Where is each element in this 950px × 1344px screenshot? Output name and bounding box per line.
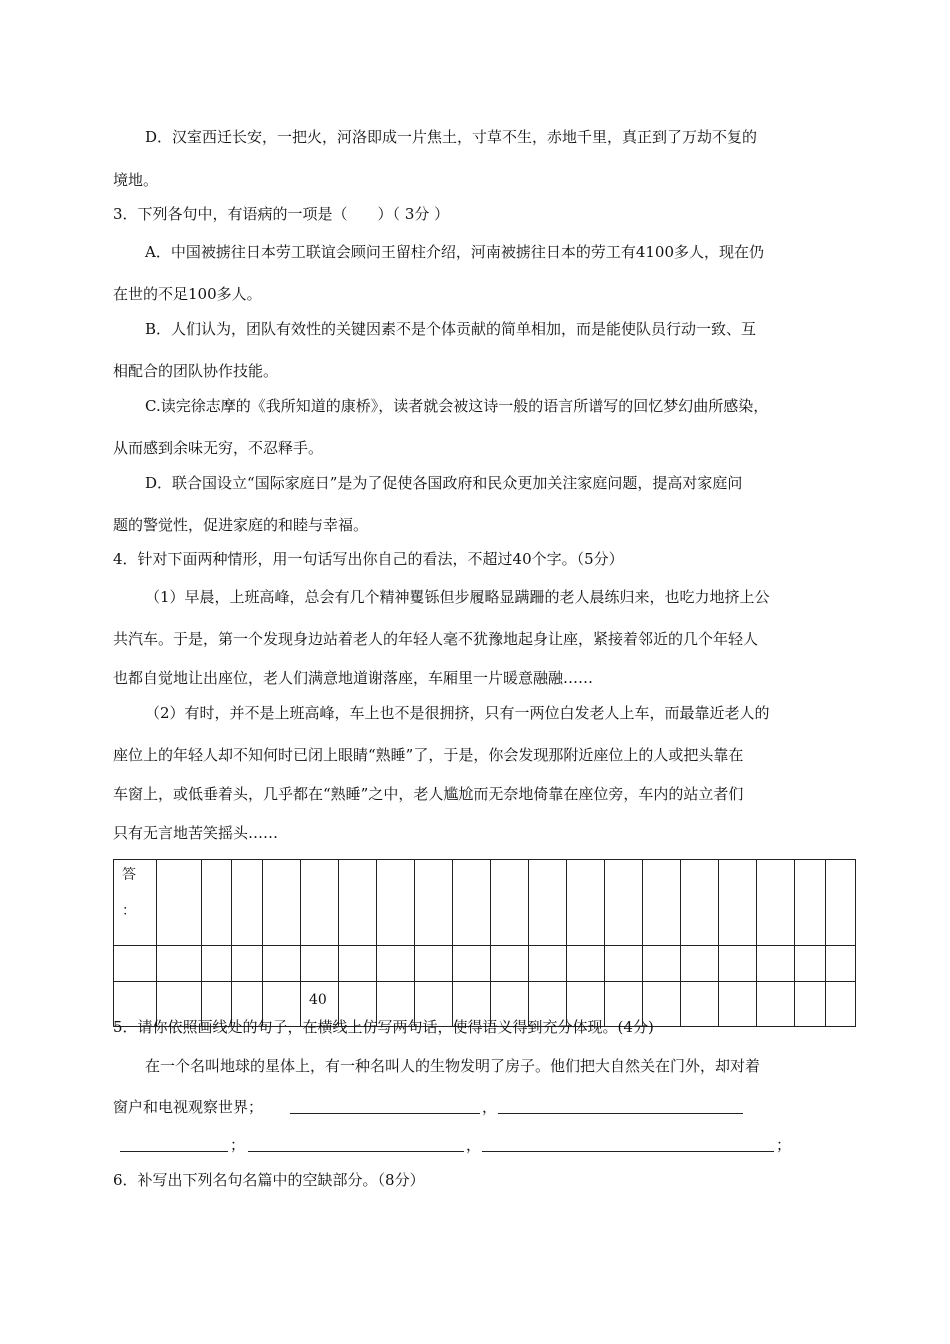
grid-cell[interactable] <box>114 946 157 982</box>
blank-line-4[interactable] <box>248 1151 464 1152</box>
q3-option-b-line2: 相配合的团队协作技能。 <box>113 362 279 380</box>
q4-scenario-2-line2: 座位上的年轻人却不知何时已闭上眼睛“熟睡”了，于是，你会发现那附近座位上的人或把头靠在 <box>113 746 744 764</box>
grid-cell[interactable] <box>529 946 567 982</box>
q4-scenario-2-line3: 车窗上，或低垂着头，几乎都在“熟睡”之中，老人尴尬而无奈地倚靠在座位旁，车内的站立者们 <box>113 785 744 803</box>
grid-cell[interactable] <box>719 982 757 1027</box>
grid-cell[interactable] <box>339 946 377 982</box>
q4-scenario-1-line3: 也都自觉地让出座位，老人们满意地道谢落座，车厢里一片暖意融融…… <box>113 669 594 687</box>
q3-option-c-line2: 从而感到余味无穷，不忍释手。 <box>113 439 324 457</box>
q3-option-a-line2: 在世的不足100多人。 <box>113 285 262 303</box>
grid-cell[interactable] <box>605 946 643 982</box>
q4-scenario-1-line2: 共汽车。于是，第一个发现身边站着老人的年轻人毫不犹豫地起身让座，紧接着邻近的几个年轻人 <box>113 630 759 648</box>
grid-cell[interactable] <box>757 860 795 946</box>
answer-colon: ： <box>122 903 136 919</box>
answer-grid <box>113 859 856 1027</box>
answer-grid-row <box>114 946 856 982</box>
grid-cell[interactable] <box>681 946 719 982</box>
grid-cell[interactable] <box>795 946 826 982</box>
grid-cell[interactable] <box>491 860 529 946</box>
grid-cell[interactable] <box>339 860 377 946</box>
q3-option-c-line1: C.读完徐志摩的《我所知道的康桥》，读者就会被这诗一般的语言所谱写的回忆梦幻曲所感染， <box>145 397 769 415</box>
grid-cell[interactable] <box>643 860 681 946</box>
grid-cell[interactable] <box>719 860 757 946</box>
grid-cell[interactable] <box>567 860 605 946</box>
grid-cell[interactable] <box>202 946 232 982</box>
comma-1: ， <box>482 1098 498 1116</box>
semicolon-1: ； <box>230 1136 246 1154</box>
q4-scenario-2-line1: （2）有时，并不是上班高峰，车上也不是很拥挤，只有一两位白发老人上车，而最靠近老人的 <box>145 704 770 722</box>
q2-option-d-line1: D．汉室西迁长安，一把火，河洛即成一片焦土，寸草不生，赤地千里，真正到了万劫不复的 <box>145 128 758 146</box>
blank-line-5[interactable] <box>482 1151 774 1152</box>
grid-cell[interactable] <box>232 860 263 946</box>
q3-option-a-line1: A．中国被掳往日本劳工联谊会顾问王留柱介绍，河南被掳往日本的劳工有4100多人，现在仍 <box>145 243 765 261</box>
question-4-stem: 4．针对下面两种情形，用一句话写出你自己的看法，不超过40个字。（5分） <box>113 550 624 568</box>
character-count-marker: 40 <box>301 982 339 1027</box>
grid-cell[interactable] <box>263 860 301 946</box>
blank-line-3[interactable] <box>120 1151 228 1152</box>
grid-cell[interactable] <box>795 982 826 1027</box>
grid-cell[interactable] <box>757 946 795 982</box>
grid-cell[interactable] <box>377 946 415 982</box>
grid-cell[interactable] <box>232 946 263 982</box>
grid-cell[interactable] <box>681 982 719 1027</box>
grid-cell[interactable] <box>157 946 202 982</box>
grid-cell[interactable] <box>567 946 605 982</box>
grid-cell[interactable] <box>263 946 301 982</box>
q5-text-line2: 窗户和电视观察世界； <box>113 1098 264 1116</box>
question-6-stem: 6．补写出下列名句名篇中的空缺部分。（8分） <box>113 1171 425 1189</box>
grid-cell[interactable] <box>757 982 795 1027</box>
grid-cell[interactable] <box>415 860 453 946</box>
q4-scenario-1-line1: （1）早晨，上班高峰，总会有几个精神矍铄但步履略显蹒跚的老人晨练归来，也吃力地挤上公 <box>145 588 770 606</box>
grid-cell[interactable] <box>643 946 681 982</box>
answer-label-cell <box>114 860 157 946</box>
grid-cell[interactable] <box>826 946 856 982</box>
grid-cell[interactable] <box>605 860 643 946</box>
q3-option-d-line2: 题的警觉性，促进家庭的和睦与幸福。 <box>113 516 369 534</box>
grid-cell[interactable] <box>719 946 757 982</box>
grid-cell[interactable] <box>681 860 719 946</box>
q4-scenario-2-line4: 只有无言地苦笑摇头…… <box>113 824 279 842</box>
grid-cell[interactable] <box>301 860 339 946</box>
grid-cell[interactable] <box>491 946 529 982</box>
comma-2: ， <box>466 1136 482 1154</box>
q3-option-d-line1: D．联合国设立“国际家庭日”是为了促使各国政府和民众更加关注家庭问题，提高对家庭问 <box>145 474 743 492</box>
grid-cell[interactable] <box>795 860 826 946</box>
answer-grid-row <box>114 860 856 946</box>
grid-cell[interactable] <box>453 946 491 982</box>
grid-cell[interactable] <box>453 860 491 946</box>
semicolon-2: ； <box>776 1136 792 1154</box>
blank-line-2[interactable] <box>498 1113 743 1114</box>
grid-cell[interactable] <box>377 860 415 946</box>
q5-text-line1: 在一个名叫地球的星体上，有一种名叫人的生物发明了房子。他们把大自然关在门外，却对着 <box>145 1057 761 1075</box>
grid-cell[interactable] <box>826 860 856 946</box>
grid-cell[interactable] <box>157 860 202 946</box>
blank-line-1[interactable] <box>290 1113 480 1114</box>
grid-cell[interactable] <box>301 946 339 982</box>
grid-cell[interactable] <box>826 982 856 1027</box>
grid-cell[interactable] <box>529 860 567 946</box>
grid-cell[interactable] <box>202 860 232 946</box>
answer-label: 答 <box>122 867 136 883</box>
question-5-stem: 5．请你依照画线处的句子，在横线上仿写两句话，使得语义得到充分体现。(4分) <box>113 1018 654 1036</box>
question-3-stem: 3．下列各句中，有语病的一项是（ ）（ 3分 ） <box>113 205 450 223</box>
q3-option-b-line1: B．人们认为，团队有效性的关键因素不是个体贡献的简单相加，而是能使队员行动一致、互 <box>145 320 757 338</box>
q2-option-d-line2: 境地。 <box>113 171 159 189</box>
grid-cell[interactable] <box>415 946 453 982</box>
